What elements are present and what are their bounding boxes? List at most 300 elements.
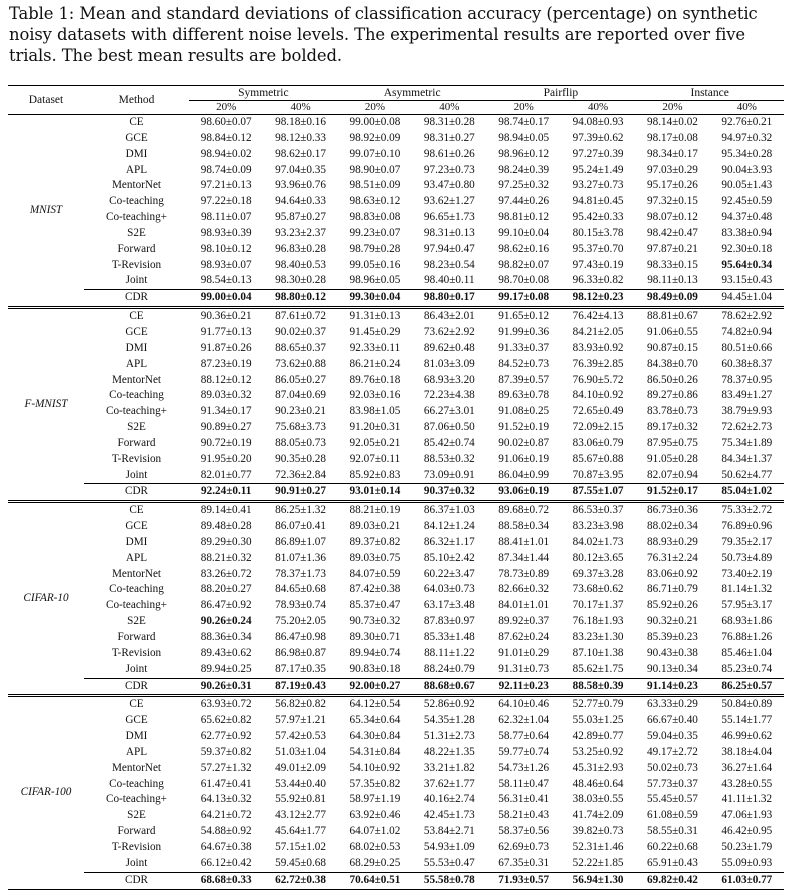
table-row <box>8 404 784 420</box>
header-rate: 40% <box>263 101 337 115</box>
value-cell: 73.62±2.92 <box>423 325 475 338</box>
value-cell: 91.87±0.26 <box>200 341 252 354</box>
method-cell: Forward <box>117 436 156 449</box>
value-cell: 50.62±4.77 <box>721 468 773 481</box>
value-cell: 94.37±0.48 <box>721 211 773 224</box>
value-cell: 68.93±3.20 <box>423 373 475 386</box>
value-cell: 57.95±3.17 <box>721 599 773 612</box>
value-cell: 95.42±0.33 <box>572 211 624 224</box>
value-cell: 98.93±0.07 <box>200 258 252 271</box>
value-cell: 88.21±0.19 <box>338 502 412 519</box>
value-cell: 58.97±1.19 <box>349 793 401 806</box>
value-cell: 95.87±0.27 <box>275 211 326 224</box>
value-cell: 98.30±0.28 <box>275 274 326 287</box>
value-cell: 98.94±0.05 <box>498 131 550 144</box>
value-cell: 83.98±1.05 <box>349 405 401 418</box>
value-cell: 88.53±0.32 <box>423 452 475 465</box>
value-cell: 83.06±0.79 <box>572 436 624 449</box>
value-cell: 98.49±0.09 <box>635 290 709 308</box>
value-cell: 46.99±0.62 <box>721 730 773 743</box>
value-cell: 83.93±0.92 <box>572 341 624 354</box>
value-cell: 52.77±0.79 <box>561 696 635 713</box>
value-cell: 72.62±2.73 <box>721 421 773 434</box>
value-cell: 85.10±2.42 <box>423 551 475 564</box>
value-cell: 88.11±1.22 <box>424 646 475 659</box>
value-cell: 87.10±1.38 <box>572 646 624 659</box>
value-cell: 76.31±2.24 <box>647 551 698 564</box>
value-cell: 62.69±0.73 <box>498 840 550 853</box>
value-cell: 60.22±3.47 <box>423 567 475 580</box>
value-cell: 66.27±3.01 <box>423 405 475 418</box>
method-cell: T-Revision <box>111 258 162 271</box>
method-cell: CE <box>84 308 189 325</box>
value-cell: 69.37±3.28 <box>572 567 624 580</box>
value-cell: 86.53±0.37 <box>561 502 635 519</box>
value-cell: 70.64±0.51 <box>338 872 412 889</box>
table-row <box>8 468 784 484</box>
value-cell: 95.17±0.26 <box>647 179 698 192</box>
value-cell: 86.37±1.03 <box>412 502 486 519</box>
value-cell: 61.03±0.77 <box>710 872 784 889</box>
method-cell: MentorNet <box>111 761 162 774</box>
value-cell: 91.99±0.36 <box>498 325 550 338</box>
value-cell: 39.82±0.73 <box>572 825 624 838</box>
value-cell: 90.43±0.38 <box>647 646 698 659</box>
value-cell: 86.73±0.36 <box>635 502 709 519</box>
value-cell: 93.01±0.14 <box>338 484 412 502</box>
table-row <box>8 357 784 373</box>
value-cell: 62.72±0.38 <box>263 872 337 889</box>
table-body <box>8 115 784 890</box>
table-row <box>8 678 784 696</box>
value-cell: 55.92±0.81 <box>275 793 326 806</box>
value-cell: 87.23±0.19 <box>200 357 252 370</box>
header-pairflip: Pairflip <box>487 86 636 101</box>
table-row <box>8 178 784 194</box>
value-cell: 46.42±0.95 <box>721 825 773 838</box>
value-cell: 54.93±1.09 <box>423 840 475 853</box>
method-cell: CE <box>84 502 189 519</box>
value-cell: 98.90±0.07 <box>349 163 401 176</box>
value-cell: 86.32±1.17 <box>423 535 475 548</box>
table-row <box>8 194 784 210</box>
value-cell: 88.36±0.34 <box>200 631 252 643</box>
table-row <box>8 729 784 745</box>
value-cell: 90.26±0.31 <box>189 678 263 696</box>
value-cell: 99.00±0.08 <box>338 115 412 131</box>
value-cell: 48.22±1.35 <box>423 745 475 758</box>
method-cell: Forward <box>117 631 156 643</box>
method-cell: CE <box>84 115 189 131</box>
value-cell: 54.31±0.84 <box>349 745 401 758</box>
value-cell: 84.07±0.59 <box>349 567 401 580</box>
value-cell: 86.98±0.87 <box>275 646 326 659</box>
header-symmetric: Symmetric <box>189 86 338 101</box>
value-cell: 97.43±0.19 <box>572 258 624 271</box>
value-cell: 66.67±0.40 <box>647 714 698 727</box>
table-row <box>8 872 784 889</box>
value-cell: 98.42±0.47 <box>647 226 698 239</box>
value-cell: 98.96±0.05 <box>349 274 401 287</box>
value-cell: 72.36±2.84 <box>275 468 326 481</box>
value-cell: 36.27±1.64 <box>721 761 773 774</box>
dataset-label: CIFAR-10 <box>8 502 84 696</box>
value-cell: 54.73±1.26 <box>498 761 550 774</box>
value-cell: 90.02±0.37 <box>275 325 326 338</box>
value-cell: 80.12±3.65 <box>572 551 624 564</box>
value-cell: 83.23±3.98 <box>572 520 624 533</box>
value-cell: 99.30±0.04 <box>338 290 412 308</box>
value-cell: 86.50±0.26 <box>647 373 698 386</box>
value-cell: 91.05±0.28 <box>647 452 698 465</box>
value-cell: 64.10±0.46 <box>487 696 561 713</box>
value-cell: 94.08±0.93 <box>561 115 635 131</box>
value-cell: 85.42±0.74 <box>423 436 475 449</box>
value-cell: 71.93±0.57 <box>487 872 561 889</box>
value-cell: 87.39±0.57 <box>498 373 550 386</box>
value-cell: 92.07±0.11 <box>349 452 401 465</box>
value-cell: 88.24±0.79 <box>423 662 475 675</box>
header-asymmetric: Asymmetric <box>338 86 487 101</box>
value-cell: 91.33±0.37 <box>498 341 550 354</box>
value-cell: 94.64±0.33 <box>275 195 326 208</box>
value-cell: 85.92±0.83 <box>349 468 401 481</box>
value-cell: 73.09±0.91 <box>423 468 475 481</box>
value-cell: 85.39±0.23 <box>647 631 698 643</box>
value-cell: 95.34±0.28 <box>721 147 773 160</box>
value-cell: 88.21±0.32 <box>200 551 252 564</box>
method-cell: MentorNet <box>111 373 162 386</box>
value-cell: 57.27±1.32 <box>200 761 252 774</box>
value-cell: 57.15±1.02 <box>275 840 326 853</box>
value-cell: 57.97±1.21 <box>275 714 326 727</box>
value-cell: 54.35±1.28 <box>423 714 475 727</box>
method-cell: GCE <box>125 520 148 533</box>
value-cell: 87.06±0.50 <box>423 421 475 434</box>
value-cell: 84.65±0.68 <box>275 583 326 596</box>
value-cell: 89.48±0.28 <box>200 520 252 533</box>
value-cell: 98.31±0.13 <box>423 226 475 239</box>
value-cell: 95.37±0.70 <box>572 242 624 255</box>
table-row <box>8 662 784 678</box>
table-row <box>8 210 784 226</box>
value-cell: 76.90±5.72 <box>572 373 624 386</box>
value-cell: 86.05±0.27 <box>275 373 326 386</box>
value-cell: 98.18±0.16 <box>263 115 337 131</box>
value-cell: 65.62±0.82 <box>200 714 252 727</box>
value-cell: 97.87±0.21 <box>647 242 698 255</box>
value-cell: 75.33±2.72 <box>710 502 784 519</box>
value-cell: 57.73±0.37 <box>647 777 698 790</box>
table-row <box>8 325 784 341</box>
value-cell: 99.07±0.10 <box>349 147 401 160</box>
table-row <box>8 147 784 163</box>
value-cell: 76.18±1.93 <box>572 615 624 628</box>
value-cell: 91.52±0.17 <box>635 484 709 502</box>
value-cell: 90.35±0.28 <box>275 452 326 465</box>
value-cell: 91.20±0.31 <box>349 421 401 434</box>
value-cell: 55.14±1.77 <box>721 714 773 727</box>
value-cell: 85.04±1.02 <box>710 484 784 502</box>
value-cell: 76.42±4.13 <box>561 308 635 325</box>
value-cell: 98.62±0.17 <box>275 147 326 160</box>
method-cell: APL <box>125 163 148 176</box>
value-cell: 50.23±1.79 <box>721 840 773 853</box>
method-cell: Forward <box>117 825 156 838</box>
value-cell: 97.44±0.26 <box>498 195 550 208</box>
value-cell: 88.81±0.67 <box>635 308 709 325</box>
value-cell: 60.38±8.37 <box>721 357 773 370</box>
value-cell: 90.04±3.93 <box>721 163 773 176</box>
method-cell: DMI <box>125 147 148 160</box>
value-cell: 73.62±0.88 <box>275 357 326 370</box>
dataset-label: CIFAR-100 <box>8 696 84 889</box>
table-row <box>8 502 784 519</box>
value-cell: 59.04±0.35 <box>647 730 698 743</box>
value-cell: 72.09±2.15 <box>572 421 624 434</box>
value-cell: 91.45±0.29 <box>349 325 401 338</box>
value-cell: 58.37±0.56 <box>498 825 550 838</box>
value-cell: 97.21±0.13 <box>200 179 252 192</box>
value-cell: 78.93±0.74 <box>275 599 326 612</box>
header-rate: 20% <box>338 101 412 115</box>
value-cell: 85.23±0.74 <box>721 662 773 675</box>
value-cell: 70.87±3.95 <box>572 468 624 481</box>
value-cell: 92.45±0.59 <box>721 195 773 208</box>
value-cell: 90.13±0.34 <box>647 662 698 675</box>
value-cell: 38.79±9.93 <box>721 405 773 418</box>
value-cell: 88.05±0.73 <box>275 436 326 449</box>
table-row <box>8 388 784 404</box>
value-cell: 61.47±0.41 <box>200 777 252 790</box>
value-cell: 55.09±0.93 <box>721 856 773 869</box>
value-cell: 61.08±0.59 <box>647 809 698 822</box>
value-cell: 78.62±2.92 <box>710 308 784 325</box>
method-cell: Co-teaching <box>109 195 164 208</box>
value-cell: 33.21±1.82 <box>423 761 475 774</box>
value-cell: 63.92±0.46 <box>349 809 401 822</box>
value-cell: 86.04±0.99 <box>498 468 550 481</box>
table-row <box>8 226 784 242</box>
value-cell: 89.63±0.78 <box>498 389 550 402</box>
method-cell: DMI <box>125 730 148 743</box>
value-cell: 98.40±0.11 <box>424 274 475 287</box>
value-cell: 86.47±0.92 <box>200 599 252 612</box>
value-cell: 41.74±2.09 <box>572 809 624 822</box>
value-cell: 83.49±1.27 <box>721 389 773 402</box>
value-cell: 49.17±2.72 <box>647 745 698 758</box>
value-cell: 56.31±0.41 <box>498 793 550 806</box>
value-cell: 86.89±1.07 <box>275 535 326 548</box>
table-row <box>8 856 784 872</box>
value-cell: 86.25±0.57 <box>710 678 784 696</box>
table-row <box>8 551 784 567</box>
value-cell: 91.77±0.13 <box>200 325 252 338</box>
value-cell: 98.63±0.12 <box>349 195 401 208</box>
value-cell: 64.21±0.72 <box>200 809 252 822</box>
method-cell: Co-teaching <box>109 777 164 790</box>
method-cell: DMI <box>125 341 148 354</box>
value-cell: 98.10±0.12 <box>200 242 252 255</box>
method-cell: MentorNet <box>111 567 162 580</box>
method-cell: Co-teaching+ <box>106 599 167 612</box>
value-cell: 37.62±1.77 <box>423 777 475 790</box>
value-cell: 87.55±1.07 <box>561 484 635 502</box>
value-cell: 97.22±0.18 <box>200 195 252 208</box>
method-cell: CDR <box>84 484 189 502</box>
value-cell: 86.47±0.98 <box>275 631 326 643</box>
value-cell: 89.17±0.32 <box>647 421 698 434</box>
value-cell: 84.02±1.73 <box>572 535 624 548</box>
header-rate: 20% <box>635 101 709 115</box>
header-row-groups <box>8 86 784 101</box>
value-cell: 98.23±0.54 <box>423 258 475 271</box>
table-row <box>8 258 784 274</box>
value-cell: 55.03±1.25 <box>572 714 624 727</box>
value-cell: 88.93±0.29 <box>647 535 698 548</box>
method-cell: MentorNet <box>111 179 162 192</box>
value-cell: 67.35±0.31 <box>498 856 550 869</box>
value-cell: 40.16±2.74 <box>423 793 475 806</box>
value-cell: 69.82±0.42 <box>635 872 709 889</box>
value-cell: 97.39±0.62 <box>572 131 624 144</box>
value-cell: 98.12±0.23 <box>561 290 635 308</box>
value-cell: 91.08±0.25 <box>498 405 550 418</box>
value-cell: 85.46±1.04 <box>721 646 773 659</box>
header-rate: 20% <box>487 101 561 115</box>
value-cell: 93.06±0.19 <box>487 484 561 502</box>
table-row <box>8 308 784 325</box>
value-cell: 93.27±0.73 <box>572 179 624 192</box>
results-table <box>8 85 784 890</box>
value-cell: 62.32±1.04 <box>498 714 550 727</box>
value-cell: 92.30±0.18 <box>721 242 773 255</box>
value-cell: 72.23±4.38 <box>423 389 475 402</box>
value-cell: 43.28±0.55 <box>721 777 773 790</box>
value-cell: 78.37±0.95 <box>721 373 773 386</box>
value-cell: 51.03±1.04 <box>275 745 326 758</box>
value-cell: 82.07±0.94 <box>647 468 698 481</box>
value-cell: 57.35±0.82 <box>349 777 401 790</box>
value-cell: 98.93±0.39 <box>200 226 252 239</box>
value-cell: 85.67±0.88 <box>572 452 624 465</box>
value-cell: 88.41±1.01 <box>498 535 550 548</box>
method-cell: Joint <box>125 856 148 869</box>
value-cell: 42.45±1.73 <box>423 809 475 822</box>
value-cell: 68.29±0.25 <box>349 856 401 869</box>
table-row <box>8 808 784 824</box>
value-cell: 86.07±0.41 <box>275 520 326 533</box>
value-cell: 90.02±0.87 <box>498 436 550 449</box>
value-cell: 89.27±0.86 <box>647 389 698 402</box>
value-cell: 90.83±0.18 <box>349 662 401 675</box>
method-cell: CDR <box>84 290 189 308</box>
value-cell: 92.76±0.21 <box>710 115 784 131</box>
value-cell: 56.82±0.82 <box>263 696 337 713</box>
value-cell: 96.33±0.82 <box>572 274 624 287</box>
value-cell: 87.62±0.24 <box>498 631 550 643</box>
value-cell: 52.86±0.92 <box>412 696 486 713</box>
value-cell: 90.23±0.21 <box>275 405 326 418</box>
value-cell: 91.06±0.55 <box>647 325 698 338</box>
method-cell: CE <box>84 696 189 713</box>
value-cell: 86.43±2.01 <box>412 308 486 325</box>
table-row <box>8 614 784 630</box>
value-cell: 84.21±2.05 <box>572 325 624 338</box>
value-cell: 89.30±0.71 <box>349 631 401 643</box>
dataset-label: MNIST <box>8 115 84 308</box>
header-rate: 40% <box>412 101 486 115</box>
value-cell: 91.65±0.12 <box>487 308 561 325</box>
table-row <box>8 646 784 662</box>
table-row <box>8 452 784 468</box>
value-cell: 98.33±0.15 <box>647 258 698 271</box>
value-cell: 50.84±0.89 <box>710 696 784 713</box>
value-cell: 95.24±1.49 <box>572 163 624 176</box>
value-cell: 90.72±0.19 <box>200 436 252 449</box>
value-cell: 55.45±0.57 <box>647 793 698 806</box>
value-cell: 50.73±4.89 <box>721 551 773 564</box>
value-cell: 53.44±0.40 <box>275 777 326 790</box>
value-cell: 42.89±0.77 <box>572 730 624 743</box>
value-cell: 64.30±0.84 <box>349 730 401 743</box>
value-cell: 73.68±0.62 <box>572 583 624 596</box>
value-cell: 78.73±0.89 <box>498 567 550 580</box>
value-cell: 96.65±1.73 <box>423 211 475 224</box>
value-cell: 38.18±4.04 <box>721 745 773 758</box>
value-cell: 98.81±0.12 <box>498 211 550 224</box>
method-cell: Co-teaching+ <box>106 405 167 418</box>
value-cell: 99.10±0.04 <box>498 226 550 239</box>
value-cell: 91.31±0.13 <box>338 308 412 325</box>
header-rate: 40% <box>710 101 784 115</box>
value-cell: 68.68±0.33 <box>189 872 263 889</box>
header-rate: 40% <box>561 101 635 115</box>
value-cell: 84.34±1.37 <box>721 452 773 465</box>
value-cell: 98.83±0.08 <box>349 211 401 224</box>
value-cell: 91.01±0.29 <box>498 646 550 659</box>
value-cell: 55.53±0.47 <box>423 856 475 869</box>
value-cell: 97.03±0.29 <box>647 163 698 176</box>
value-cell: 43.12±2.77 <box>275 809 326 822</box>
value-cell: 91.14±0.23 <box>635 678 709 696</box>
table-row <box>8 598 784 614</box>
value-cell: 64.13±0.32 <box>200 793 252 806</box>
value-cell: 87.34±1.44 <box>498 551 550 564</box>
value-cell: 95.64±0.34 <box>721 258 773 271</box>
value-cell: 98.07±0.12 <box>647 211 698 224</box>
value-cell: 87.61±0.72 <box>263 308 337 325</box>
value-cell: 86.21±0.24 <box>349 357 401 370</box>
table-row <box>8 824 784 840</box>
value-cell: 90.26±0.24 <box>200 615 252 628</box>
value-cell: 89.03±0.21 <box>349 520 401 533</box>
method-cell: Joint <box>125 468 148 481</box>
dataset-label: F-MNIST <box>8 308 84 502</box>
value-cell: 81.07±1.36 <box>275 551 326 564</box>
value-cell: 83.78±0.73 <box>647 405 698 418</box>
value-cell: 84.38±0.70 <box>647 357 698 370</box>
value-cell: 75.20±2.05 <box>275 615 326 628</box>
value-cell: 90.73±0.32 <box>349 615 401 628</box>
value-cell: 64.03±0.73 <box>423 583 475 596</box>
value-cell: 92.03±0.16 <box>349 389 401 402</box>
value-cell: 68.02±0.53 <box>349 840 401 853</box>
table-row <box>8 696 784 713</box>
value-cell: 55.58±0.78 <box>412 872 486 889</box>
value-cell: 98.74±0.09 <box>200 163 252 176</box>
method-cell: Joint <box>125 274 148 287</box>
